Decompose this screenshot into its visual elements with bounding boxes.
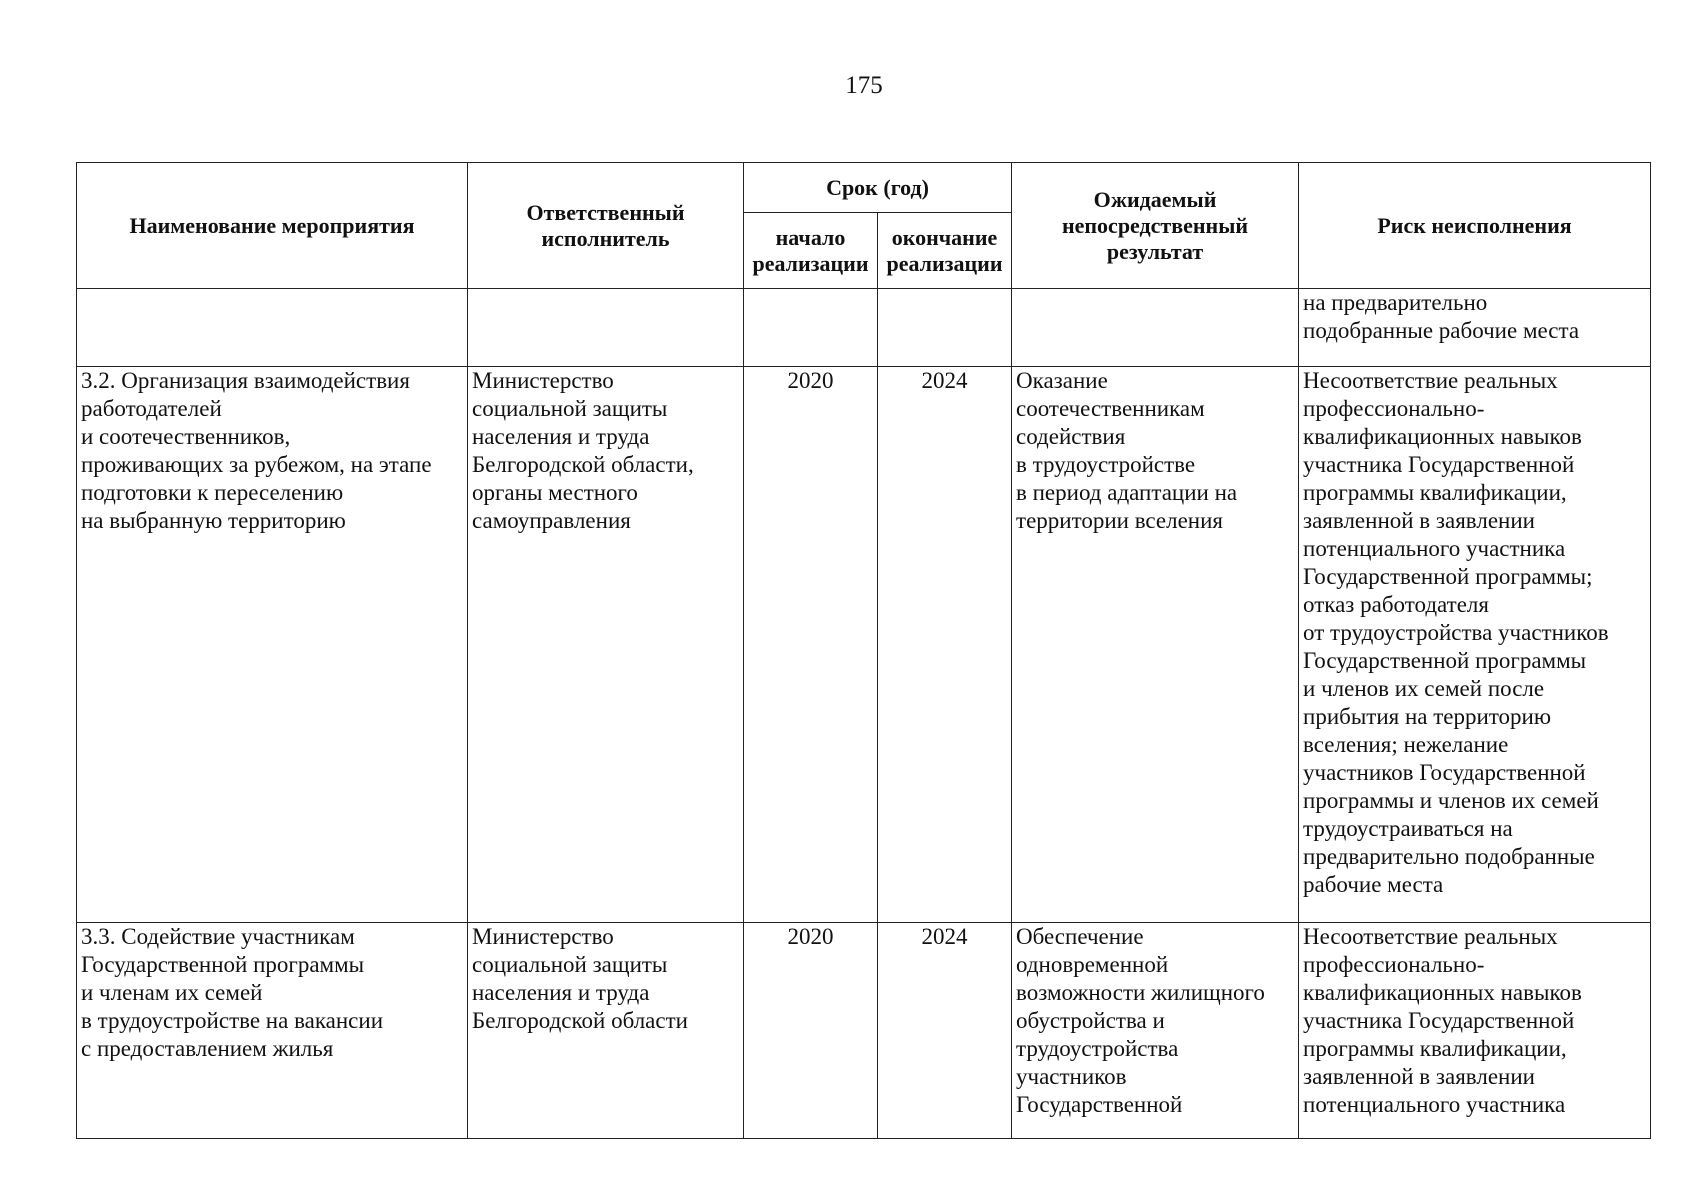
cell-risk: Несоответствие реальных профессионально- квалификационных навыков участника Государственной программы квалификации, заявленной в заявлении потенциального участника xyxy=(1299,923,1651,1139)
cell-end xyxy=(878,289,1012,367)
table-header-row xyxy=(77,163,1651,213)
measures-table xyxy=(76,162,1651,1139)
cell-risk: на предварительно подобранные рабочие места xyxy=(1299,289,1651,367)
cell-executor: Министерство социальной защиты населения и труда Белгородской области, органы местного самоуправления xyxy=(468,367,744,923)
cell-risk: Несоответствие реальных профессионально- квалификационных навыков участника Государственной программы квалификации, заявленной в заявлении потенциального участника Государственной программы; отказ работодателя от трудоустройства участников Государственной программы и членов их семей после прибытия на территорию вселения; нежелание участников Государственной программы и членов их семей трудоустраиваться на предварительно подобранные рабочие места xyxy=(1299,367,1651,923)
cell-event: 3.2. Организация взаимодействия работодателей и соотечественников, проживающих за рубежом, на этапе подготовки к переселению на выбранную территорию xyxy=(77,367,468,923)
table-row-3-3 xyxy=(77,923,1651,1139)
cell-event: 3.3. Содействие участникам Государственной программы и членам их семей в трудоустройстве на вакансии с предоставлением жилья xyxy=(77,923,468,1139)
cell-result: Оказание соотечественникам содействия в трудоустройстве в период адаптации на территории вселения xyxy=(1012,367,1299,923)
page-number: 175 xyxy=(845,72,883,99)
header-event-name: Наименование мероприятия xyxy=(77,163,468,289)
cell-event xyxy=(77,289,468,367)
cell-executor: Министерство социальной защиты населения и труда Белгородской области xyxy=(468,923,744,1139)
cell-start: 2020 xyxy=(744,923,878,1139)
header-executor: Ответственный исполнитель xyxy=(468,163,744,289)
header-start: начало реализации xyxy=(744,213,878,289)
header-result: Ожидаемый непосредственный результат xyxy=(1012,163,1299,289)
cell-result xyxy=(1012,289,1299,367)
cell-start: 2020 xyxy=(744,367,878,923)
cell-end: 2024 xyxy=(878,367,1012,923)
cell-executor xyxy=(468,289,744,367)
cell-end: 2024 xyxy=(878,923,1012,1139)
header-risk: Риск неисполнения xyxy=(1299,163,1651,289)
cell-start xyxy=(744,289,878,367)
table-row-continuation xyxy=(77,289,1651,367)
header-end: окончание реализации xyxy=(878,213,1012,289)
table-row-3-2 xyxy=(77,367,1651,923)
header-term: Срок (год) xyxy=(744,163,1012,213)
cell-result: Обеспечение одновременной возможности жилищного обустройства и трудоустройства участников Государственной xyxy=(1012,923,1299,1139)
